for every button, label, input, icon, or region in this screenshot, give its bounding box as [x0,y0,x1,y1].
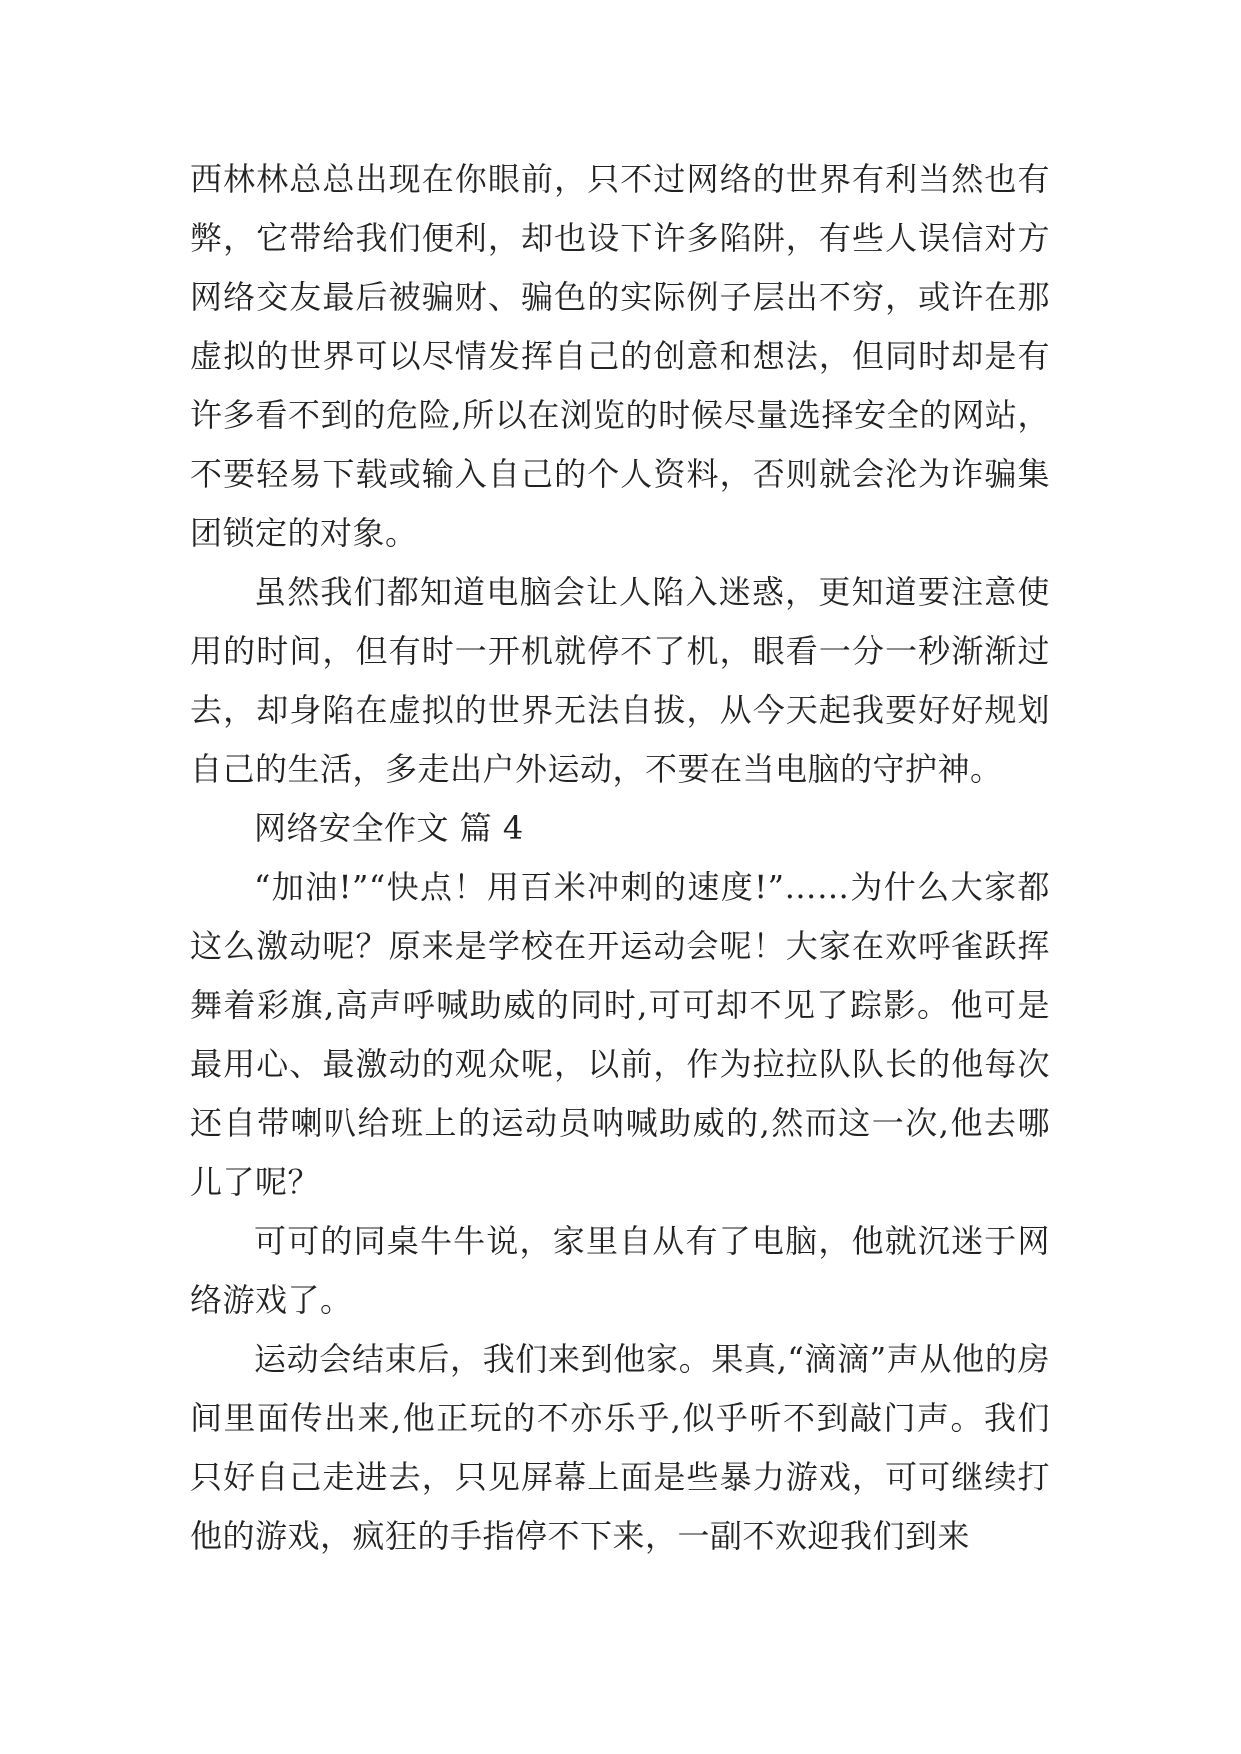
paragraph-visit-home: 运动会结束后，我们来到他家。果真,“滴滴”声从他的房间里面传出来,他正玩的不亦乐乎,似乎听不到敲门声。我们只好自己走进去，只见屏幕上面是些暴力游戏，可可继续打他的游戏，疯狂的手指停不下来，一副不欢迎我们到来 [190,1340,1050,1555]
paragraph-computer-addiction: 虽然我们都知道电脑会让人陷入迷惑，更知道要注意使用的时间，但有时一开机就停不了机，眼看一分一秒渐渐过去，却身陷在虚拟的世界无法自拔，从今天起我要好好规划自己的生活，多走出户外运动，不要在当电脑的守护神。 [190,573,1050,788]
paragraph-internet-risks: 西林林总总出现在你眼前，只不过网络的世界有利当然也有弊，它带给我们便利，却也设下许多陷阱，有些人误信对方网络交友最后被骗财、骗色的实际例子层出不穷，或许在那虚拟的世界可以尽情发挥自己的创意和想法，但同时却是有许多看不到的危险,所以在浏览的时候尽量选择安全的网站，不要轻易下载或输入自己的个人资料，否则就会沦为诈骗集团锁定的对象。 [190,160,1050,552]
document-body [190,150,1050,1566]
section-heading: 网络安全作文 篇 4 [254,809,524,847]
paragraph-deskmate-says: 可可的同桌牛牛说，家里自从有了电脑，他就沉迷于网络游戏了。 [190,1222,1050,1319]
paragraph-sports-meet: “加油!”“快点！用百米冲刺的速度!”……为什么大家都这么激动呢？原来是学校在开运动会呢！大家在欢呼雀跃挥舞着彩旗,高声呼喊助威的同时,可可却不见了踪影。他可是最用心、最激动的观众呢，以前，作为拉拉队队长的他每次还自带喇叭给班上的运动员呐喊助威的,然而这一次,他去哪儿了呢？ [190,868,1050,1201]
